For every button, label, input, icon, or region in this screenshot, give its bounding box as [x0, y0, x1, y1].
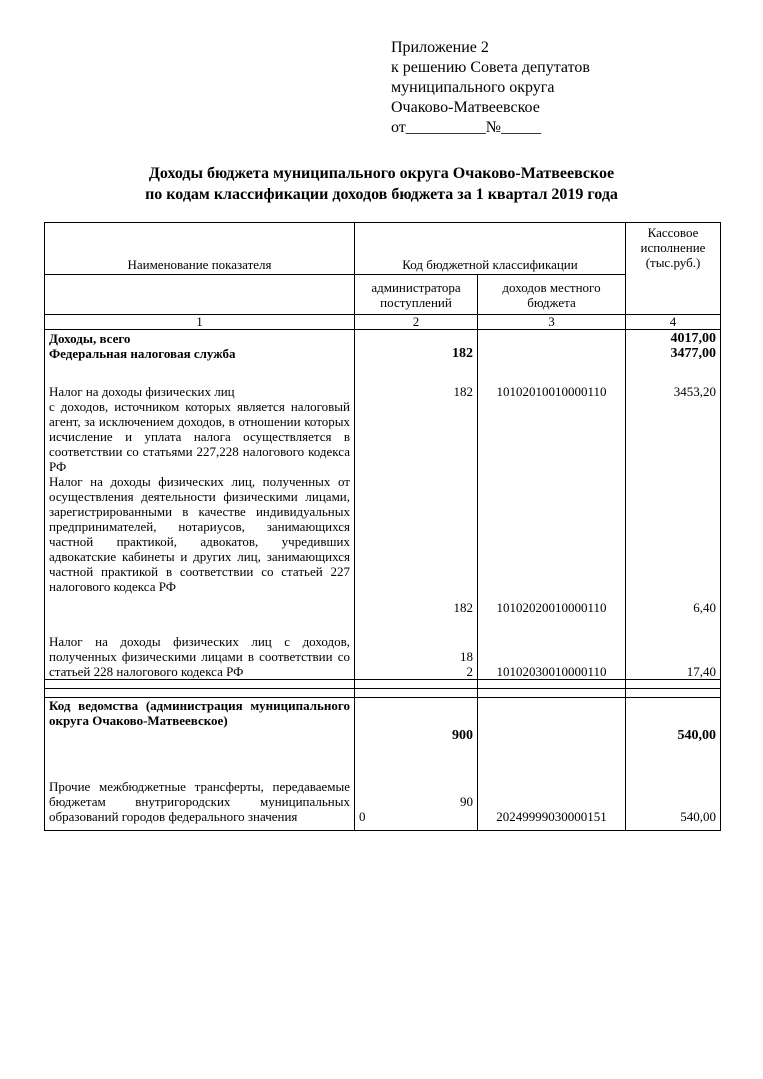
appendix-line: Очаково-Матвеевское	[391, 99, 540, 116]
title-line: по кодам классификации доходов бюджета за 1 квартал 2019 года	[145, 186, 618, 203]
title-line: Доходы бюджета муниципального округа Очаково-Матвеевское	[148, 165, 615, 182]
ndfl3-value: 17,40	[626, 617, 721, 680]
dept-value: 540,00	[626, 698, 721, 759]
ndfl3-code: 10102030010000110	[478, 617, 626, 680]
ndfl1-code: 10102010010000110	[478, 384, 626, 474]
ndfl1-label: Налог на доходы физических лиц с доходов, источником которых является налоговый агент, за исключением доходов, в отношении которых исчисление и уплата налога осуществляется в соответствии со статьями 227,228 налогового кодекса РФ	[45, 384, 355, 474]
transfers-admin: 90 0	[355, 758, 478, 831]
ndfl2-code: 10102020010000110	[478, 474, 626, 617]
col-number: 4	[626, 315, 721, 330]
appendix-line: муниципального округа	[391, 79, 555, 96]
transfers-label: Прочие межбюджетные трансферты, передаваемые бюджетам внутригородских муниципальных образований городов федерального значения	[45, 758, 355, 831]
header-code: Код бюджетной классификации	[355, 223, 626, 275]
ndfl2-value: 6,40	[626, 474, 721, 617]
subheader-row	[45, 275, 721, 315]
dept-admin: 900	[355, 698, 478, 759]
table-row	[45, 758, 721, 831]
table-row	[45, 346, 721, 384]
ndfl1-value: 3453,20	[626, 384, 721, 474]
fns-admin: 182	[355, 346, 478, 384]
total-label: Доходы, всего	[45, 330, 355, 347]
table-row	[45, 617, 721, 680]
appendix-line: к решению Совета депутатов	[391, 59, 590, 76]
document-title	[0, 163, 763, 205]
ndfl2-label: Налог на доходы физических лиц, полученных от осуществления деятельности физическими лицами, зарегистрированными в качестве индивидуальных предпринимателей, нотариусов, занимающихся частной практикой, адвокатов, учредивших адвокатские кабинеты и других лиц, занимающихся частной практикой в соответствии со статьей 227 налогового кодекса РФ	[45, 474, 355, 617]
header-local: доходов местного бюджета	[478, 275, 626, 315]
ndfl3-admin: 18 2	[355, 617, 478, 680]
appendix-line: Приложение 2	[391, 39, 489, 56]
table-row	[45, 474, 721, 617]
transfers-code: 20249999030000151	[478, 758, 626, 831]
fns-value: 3477,00	[626, 346, 721, 384]
header-name: Наименование показателя	[45, 223, 355, 275]
appendix-block	[391, 38, 590, 138]
header-admin: администратора поступлений	[355, 275, 478, 315]
appendix-line: от__________№_____	[391, 119, 542, 136]
table-row	[45, 698, 721, 759]
table-row	[45, 330, 721, 347]
fns-label: Федеральная налоговая служба	[45, 346, 355, 384]
col-number: 1	[45, 315, 355, 330]
col-number: 3	[478, 315, 626, 330]
ndfl3-label: Налог на доходы физических лиц с доходов, полученных физическими лицами в соответствии со статьей 228 налогового кодекса РФ	[45, 617, 355, 680]
col-number: 2	[355, 315, 478, 330]
table-row	[45, 384, 721, 474]
block-divider	[45, 689, 721, 698]
column-numbers-row	[45, 315, 721, 330]
total-value: 4017,00	[626, 330, 721, 347]
ndfl2-admin: 182	[355, 474, 478, 617]
income-table	[44, 222, 721, 831]
dept-label: Код ведомства (администрация муниципального округа Очаково-Матвеевское)	[45, 698, 355, 759]
header-exec: Кассовое исполнение (тыс.руб.)	[626, 223, 721, 315]
ndfl1-admin: 182	[355, 384, 478, 474]
block-divider	[45, 680, 721, 689]
header-row	[45, 223, 721, 275]
transfers-value: 540,00	[626, 758, 721, 831]
subheader-empty	[45, 275, 355, 315]
